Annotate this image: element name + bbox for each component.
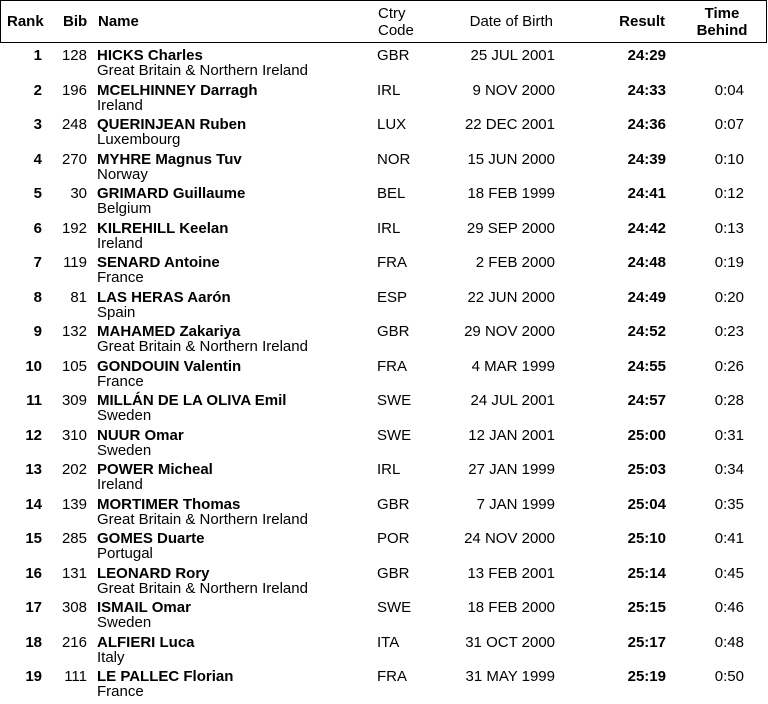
athlete-country: Belgium bbox=[97, 200, 152, 217]
country-code-cell: FRA bbox=[377, 254, 407, 271]
athlete-name: SENARD Antoine bbox=[97, 254, 220, 271]
time-behind-cell: 0:04 bbox=[714, 81, 744, 99]
result-cell: 24:41 bbox=[627, 185, 666, 202]
result-cell: 25:17 bbox=[627, 633, 666, 651]
athlete-country: Ireland bbox=[97, 476, 143, 493]
country-code-cell: IRL bbox=[377, 461, 401, 478]
athlete-name: KILREHILL Keelan bbox=[97, 219, 229, 237]
athlete-country: Great Britain & Northern Ireland bbox=[97, 62, 308, 79]
result-cell: 24:57 bbox=[627, 392, 666, 409]
athlete-name: ALFIERI Luca bbox=[97, 633, 195, 651]
time-behind-cell: 0:31 bbox=[714, 426, 744, 444]
date-of-birth-cell: 4 MAR 1999 bbox=[471, 357, 555, 375]
bib-cell: 81 bbox=[70, 288, 87, 306]
bib-cell: 119 bbox=[63, 254, 87, 271]
country-code-cell: GBR bbox=[377, 47, 410, 64]
date-of-birth-cell: 25 JUL 2001 bbox=[470, 47, 555, 64]
bib-cell: 202 bbox=[61, 461, 87, 478]
bib-cell: 285 bbox=[61, 530, 87, 547]
athlete-country: Luxembourg bbox=[97, 131, 181, 148]
bib-cell: 196 bbox=[61, 81, 87, 99]
table-row bbox=[0, 324, 768, 359]
rank-cell: 10 bbox=[25, 357, 42, 375]
header-country-code bbox=[378, 5, 438, 39]
rank-cell: 15 bbox=[25, 530, 42, 547]
athlete-country: Great Britain & Northern Ireland bbox=[97, 510, 308, 528]
result-cell: 25:14 bbox=[627, 564, 666, 582]
header-time-behind bbox=[694, 5, 750, 39]
time-behind-cell: 0:41 bbox=[714, 530, 744, 547]
date-of-birth-cell: 18 FEB 2000 bbox=[467, 599, 555, 616]
result-cell: 24:29 bbox=[627, 47, 666, 64]
time-behind-cell: 0:46 bbox=[714, 599, 744, 616]
bib-cell: 139 bbox=[61, 495, 87, 513]
athlete-name: GOMES Duarte bbox=[97, 530, 205, 547]
time-behind-cell: 0:07 bbox=[714, 116, 744, 133]
bib-cell: 30 bbox=[70, 185, 87, 202]
table-row bbox=[0, 462, 768, 497]
table-row bbox=[0, 566, 768, 601]
table-row bbox=[0, 83, 768, 118]
bib-cell: 131 bbox=[61, 564, 87, 582]
results-table-header bbox=[0, 0, 767, 43]
country-code-cell: LUX bbox=[377, 116, 407, 133]
athlete-country: Sweden bbox=[97, 407, 152, 424]
date-of-birth-cell: 18 FEB 1999 bbox=[467, 185, 555, 202]
time-behind-cell: 0:13 bbox=[714, 219, 744, 237]
bib-cell: 192 bbox=[61, 219, 87, 237]
result-cell: 24:36 bbox=[627, 116, 666, 133]
rank-cell: 3 bbox=[33, 116, 42, 133]
athlete-country: France bbox=[97, 683, 144, 700]
athlete-name: MORTIMER Thomas bbox=[97, 495, 241, 513]
table-row bbox=[0, 393, 768, 428]
rank-cell: 17 bbox=[25, 599, 42, 616]
header-country-code-line2: Code bbox=[378, 22, 414, 39]
date-of-birth-cell: 29 SEP 2000 bbox=[466, 219, 555, 237]
athlete-name: MCELHINNEY Darragh bbox=[97, 81, 258, 99]
results-table-body bbox=[0, 48, 768, 704]
result-cell: 24:48 bbox=[627, 254, 666, 271]
rank-cell: 14 bbox=[25, 495, 42, 513]
country-code-cell: POR bbox=[377, 530, 410, 547]
table-row bbox=[0, 152, 768, 187]
rank-cell: 16 bbox=[25, 564, 42, 582]
rank-cell: 6 bbox=[33, 219, 42, 237]
athlete-country: France bbox=[97, 372, 144, 390]
athlete-name: MILLÁN DE LA OLIVA Emil bbox=[97, 392, 287, 409]
athlete-country: Ireland bbox=[97, 234, 143, 252]
header-bib: Bib bbox=[63, 13, 88, 30]
header-rank: Rank bbox=[7, 13, 44, 30]
country-code-cell: IRL bbox=[377, 219, 401, 237]
table-row bbox=[0, 359, 768, 394]
date-of-birth-cell: 9 NOV 2000 bbox=[472, 81, 555, 99]
table-row bbox=[0, 428, 768, 463]
date-of-birth-cell: 24 NOV 2000 bbox=[464, 530, 555, 547]
table-row bbox=[0, 186, 768, 221]
bib-cell: 270 bbox=[61, 150, 87, 168]
country-code-cell: IRL bbox=[377, 81, 401, 99]
header-time-behind-line2: Behind bbox=[696, 22, 748, 39]
date-of-birth-cell: 29 NOV 2000 bbox=[464, 323, 555, 340]
time-behind-cell: 0:12 bbox=[714, 185, 744, 202]
country-code-cell: GBR bbox=[377, 495, 410, 513]
athlete-country: Great Britain & Northern Ireland bbox=[97, 579, 308, 597]
athlete-name: NUUR Omar bbox=[97, 426, 184, 444]
athlete-name: GONDOUIN Valentin bbox=[97, 357, 242, 375]
time-behind-cell: 0:19 bbox=[714, 254, 744, 271]
time-behind-cell: 0:26 bbox=[714, 357, 744, 375]
date-of-birth-cell: 13 FEB 2001 bbox=[467, 564, 555, 582]
rank-cell: 5 bbox=[33, 185, 42, 202]
bib-cell: 308 bbox=[61, 599, 87, 616]
athlete-country: Portugal bbox=[97, 545, 153, 562]
table-row bbox=[0, 669, 768, 704]
country-code-cell: FRA bbox=[377, 357, 407, 375]
country-code-cell: SWE bbox=[377, 392, 412, 409]
bib-cell: 128 bbox=[61, 47, 87, 64]
country-code-cell: ESP bbox=[377, 288, 408, 306]
bib-cell: 248 bbox=[61, 116, 87, 133]
athlete-country: Spain bbox=[97, 303, 136, 321]
time-behind-cell: 0:35 bbox=[714, 495, 744, 513]
athlete-country: Sweden bbox=[97, 441, 152, 459]
date-of-birth-cell: 22 DEC 2001 bbox=[464, 116, 555, 133]
date-of-birth-cell: 27 JAN 1999 bbox=[468, 461, 555, 478]
result-cell: 24:39 bbox=[627, 150, 666, 168]
athlete-country: France bbox=[97, 269, 144, 286]
time-behind-cell: 0:34 bbox=[714, 461, 744, 478]
rank-cell: 18 bbox=[25, 633, 42, 651]
country-code-cell: FRA bbox=[377, 668, 407, 685]
country-code-cell: GBR bbox=[377, 323, 410, 340]
time-behind-cell: 0:10 bbox=[714, 150, 744, 168]
rank-cell: 19 bbox=[25, 668, 42, 685]
athlete-name: MYHRE Magnus Tuv bbox=[97, 150, 242, 168]
rank-cell: 7 bbox=[33, 254, 42, 271]
date-of-birth-cell: 7 JAN 1999 bbox=[476, 495, 555, 513]
date-of-birth-cell: 24 JUL 2001 bbox=[470, 392, 555, 409]
rank-cell: 12 bbox=[25, 426, 42, 444]
result-cell: 25:03 bbox=[627, 461, 666, 478]
date-of-birth-cell: 31 OCT 2000 bbox=[465, 633, 555, 651]
country-code-cell: ITA bbox=[377, 633, 400, 651]
bib-cell: 309 bbox=[61, 392, 87, 409]
table-row bbox=[0, 531, 768, 566]
athlete-country: Italy bbox=[97, 648, 125, 666]
athlete-name: POWER Micheal bbox=[97, 461, 213, 478]
result-cell: 25:00 bbox=[627, 426, 666, 444]
country-code-cell: SWE bbox=[377, 426, 412, 444]
date-of-birth-cell: 12 JAN 2001 bbox=[468, 426, 555, 444]
time-behind-cell: 0:45 bbox=[714, 564, 744, 582]
date-of-birth-cell: 31 MAY 1999 bbox=[465, 668, 555, 685]
time-behind-cell: 0:23 bbox=[714, 323, 744, 340]
athlete-name: LAS HERAS Aarón bbox=[97, 288, 231, 306]
time-behind-cell: 0:48 bbox=[714, 633, 744, 651]
rank-cell: 2 bbox=[33, 81, 42, 99]
table-row bbox=[0, 600, 768, 635]
athlete-name: HICKS Charles bbox=[97, 47, 203, 64]
table-row bbox=[0, 48, 768, 83]
table-row bbox=[0, 117, 768, 152]
header-country-code-line1: Ctry bbox=[378, 5, 406, 22]
result-cell: 24:42 bbox=[627, 219, 666, 237]
date-of-birth-cell: 22 JUN 2000 bbox=[467, 288, 555, 306]
result-cell: 25:04 bbox=[627, 495, 666, 513]
rank-cell: 8 bbox=[33, 288, 42, 306]
bib-cell: 105 bbox=[61, 357, 87, 375]
bib-cell: 132 bbox=[61, 323, 87, 340]
header-name: Name bbox=[98, 13, 139, 30]
country-code-cell: BEL bbox=[377, 185, 406, 202]
athlete-country: Great Britain & Northern Ireland bbox=[97, 338, 308, 355]
bib-cell: 310 bbox=[61, 426, 87, 444]
rank-cell: 1 bbox=[33, 47, 42, 64]
time-behind-cell: 0:50 bbox=[714, 668, 744, 685]
table-row bbox=[0, 255, 768, 290]
athlete-country: Ireland bbox=[97, 96, 143, 114]
header-result: Result bbox=[619, 13, 665, 30]
table-row bbox=[0, 635, 768, 670]
athlete-name: LEONARD Rory bbox=[97, 564, 210, 582]
athlete-name: LE PALLEC Florian bbox=[97, 668, 234, 685]
bib-cell: 111 bbox=[64, 668, 87, 685]
result-cell: 24:55 bbox=[627, 357, 666, 375]
result-cell: 24:52 bbox=[627, 323, 666, 340]
athlete-name: GRIMARD Guillaume bbox=[97, 185, 246, 202]
rank-cell: 13 bbox=[25, 461, 42, 478]
table-row bbox=[0, 221, 768, 256]
result-cell: 24:33 bbox=[627, 81, 666, 99]
athlete-name: ISMAIL Omar bbox=[97, 599, 191, 616]
rank-cell: 9 bbox=[33, 323, 42, 340]
time-behind-cell: 0:20 bbox=[714, 288, 744, 306]
result-cell: 25:19 bbox=[627, 668, 666, 685]
athlete-country: Norway bbox=[97, 165, 148, 183]
table-row bbox=[0, 497, 768, 532]
table-row bbox=[0, 290, 768, 325]
rank-cell: 4 bbox=[33, 150, 42, 168]
country-code-cell: NOR bbox=[377, 150, 411, 168]
result-cell: 25:10 bbox=[627, 530, 666, 547]
header-time-behind-line1: Time bbox=[704, 5, 740, 22]
athlete-country: Sweden bbox=[97, 614, 152, 631]
result-cell: 25:15 bbox=[627, 599, 666, 616]
result-cell: 24:49 bbox=[627, 288, 666, 306]
date-of-birth-cell: 15 JUN 2000 bbox=[467, 150, 555, 168]
athlete-name: MAHAMED Zakariya bbox=[97, 323, 241, 340]
rank-cell: 11 bbox=[26, 392, 42, 409]
athlete-name: QUERINJEAN Ruben bbox=[97, 116, 247, 133]
bib-cell: 216 bbox=[61, 633, 87, 651]
country-code-cell: SWE bbox=[377, 599, 412, 616]
country-code-cell: GBR bbox=[377, 564, 410, 582]
date-of-birth-cell: 2 FEB 2000 bbox=[475, 254, 555, 271]
header-date-of-birth: Date of Birth bbox=[469, 13, 553, 30]
time-behind-cell: 0:28 bbox=[714, 392, 744, 409]
